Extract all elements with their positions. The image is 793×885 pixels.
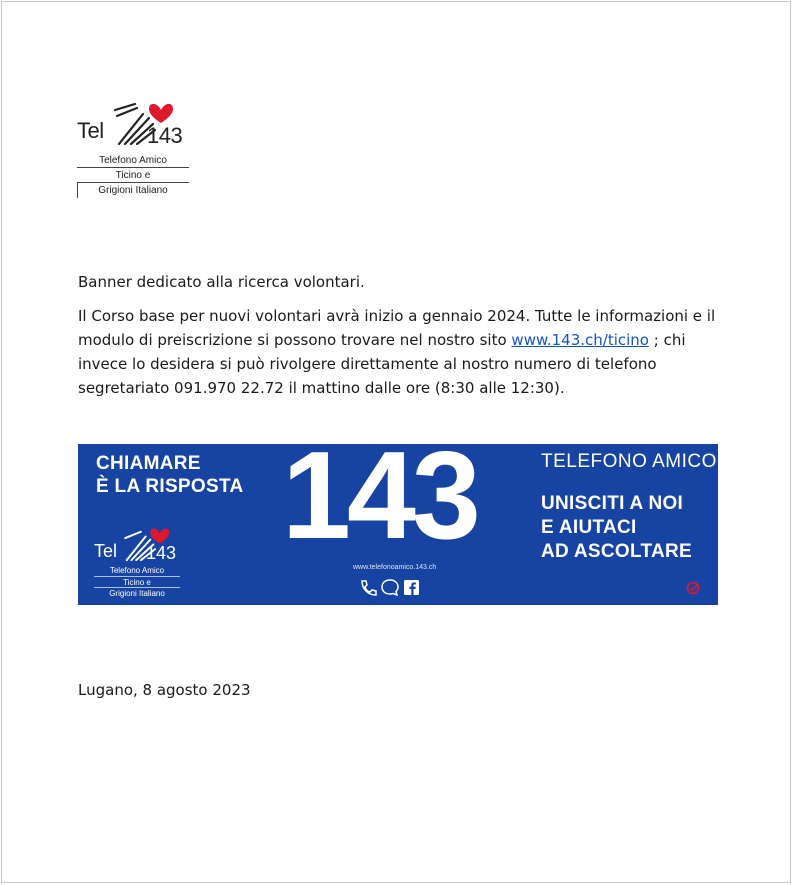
checkmark-badge-icon bbox=[686, 581, 700, 595]
banner-message-line: E AIUTACI bbox=[541, 517, 637, 538]
banner-logo-line-2: Ticino e bbox=[123, 578, 151, 587]
facebook-icon bbox=[404, 580, 419, 595]
signoff-text: Lugano, 8 agosto 2023 bbox=[78, 681, 251, 699]
banner-headline-line: CHIAMARE bbox=[96, 453, 201, 474]
banner-logo bbox=[94, 522, 184, 600]
logo-line-2: Ticino e bbox=[115, 170, 151, 181]
banner-message-line: AD ASCOLTARE bbox=[541, 541, 693, 562]
banner-logo-line-1: Telefono Amico bbox=[109, 566, 165, 575]
banner-message bbox=[541, 492, 692, 564]
chat-bubble-icon bbox=[382, 580, 398, 595]
logo-word: Tel bbox=[77, 118, 104, 143]
logo-line-3: Grigioni Italiano bbox=[98, 185, 168, 196]
intro-text: Banner dedicato alla ricerca volontari. bbox=[78, 273, 365, 291]
banner-logo-word: Tel bbox=[94, 541, 118, 561]
banner-big-number: 143 bbox=[282, 444, 477, 565]
tel143-logo bbox=[77, 96, 193, 200]
banner-org-name: TELEFONO AMICO bbox=[541, 451, 717, 472]
volunteer-banner bbox=[78, 444, 718, 605]
info-paragraph bbox=[78, 304, 728, 400]
document-page bbox=[1, 1, 791, 883]
logo-line-1: Telefono Amico bbox=[99, 155, 167, 166]
paragraph-text: ; chi invece lo desidera si può rivolgere direttamente al nostro numero di telefono segretariato 091.970 22.72 il mattino dalle ore (8:30 alle 12:30). bbox=[78, 331, 686, 397]
banner-url: www.telefonoamico.143.ch bbox=[353, 564, 437, 571]
banner-contact-icons bbox=[359, 578, 423, 598]
logo-divider bbox=[77, 182, 189, 183]
phone-icon bbox=[362, 581, 376, 595]
logo-number: 143 bbox=[147, 123, 183, 148]
banner-message-line: UNISCITI A NOI bbox=[541, 493, 684, 514]
logo-divider bbox=[77, 167, 189, 168]
banner-logo-number: 143 bbox=[146, 543, 177, 563]
banner-headline-line: È LA RISPOSTA bbox=[96, 476, 244, 497]
banner-headline bbox=[96, 452, 243, 498]
banner-logo-line-3: Grigioni Italiano bbox=[109, 589, 165, 598]
website-link[interactable]: www.143.ch/ticino bbox=[511, 331, 649, 349]
paragraph-text: Il Corso base per nuovi volontari avrà inizio a gennaio 2024. Tutte le informazioni e il modulo di preiscrizione si possono trovare nel nostro sito bbox=[78, 307, 716, 349]
